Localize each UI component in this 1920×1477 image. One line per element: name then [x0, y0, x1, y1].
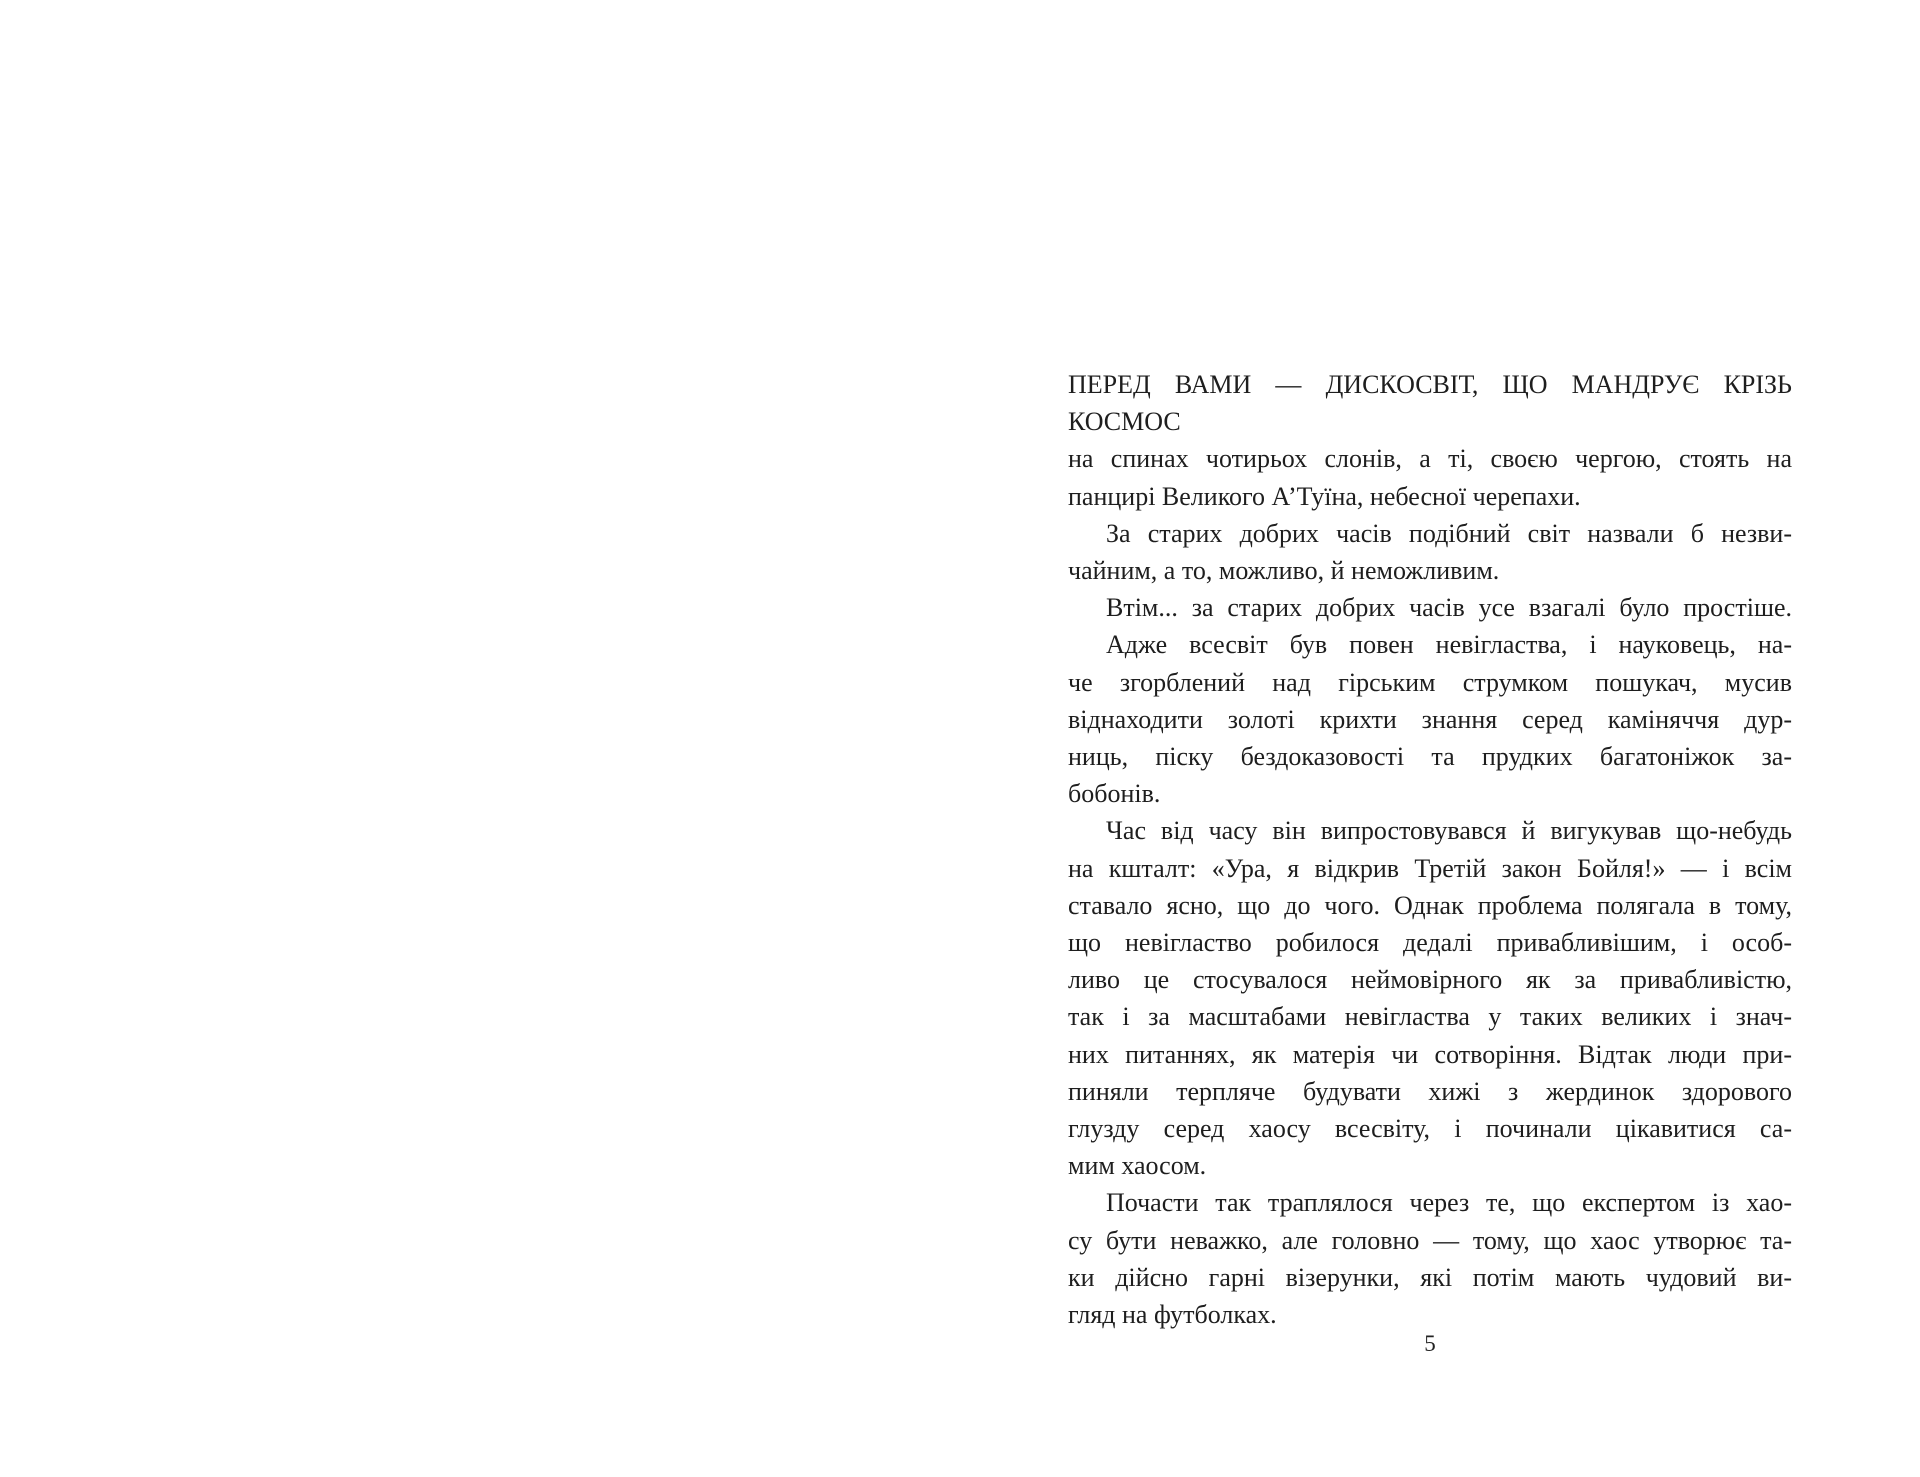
- text-line: ки дійсно гарні візерунки, які потім мають чудовий ви-: [1068, 1262, 1792, 1292]
- text-line: панцирі Великого А’Туїна, небесної черепахи.: [1068, 481, 1581, 511]
- text-line: них питаннях, як матерія чи сотворіння. Відтак люди при-: [1068, 1039, 1792, 1069]
- text-line: Час від часу він випростовувався й вигукував що-небудь: [1106, 816, 1792, 846]
- text-line: Втім... за старих добрих часів усе взагалі було простіше.: [1106, 593, 1792, 623]
- text-line: так і за масштабами невігластва у таких великих і знач-: [1068, 1002, 1792, 1032]
- text-line: пиняли терпляче будувати хижі з жердинок здорового: [1068, 1076, 1792, 1106]
- text-line: ливо це стосувалося неймовірного як за привабливістю,: [1068, 965, 1792, 995]
- text-line: бобонів.: [1068, 779, 1161, 809]
- text-line: віднаходити золоті крихти знання серед каміняччя дур-: [1068, 704, 1792, 734]
- text-line: За старих добрих часів подібний світ назвали б незви-: [1106, 518, 1792, 548]
- page-number: 5: [1424, 1331, 1436, 1356]
- text-line: Адже всесвіт був повен невігластва, і науковець, на-: [1106, 630, 1792, 660]
- text-line: на спинах чотирьох слонів, а ті, своєю чергою, стоять на: [1068, 444, 1792, 474]
- text-line: че згорблений над гірським струмком пошукач, мусив: [1068, 667, 1792, 697]
- text-line: мим хаосом.: [1068, 1151, 1207, 1181]
- text-line: ставало ясно, що до чого. Однак проблема полягала в тому,: [1068, 890, 1792, 920]
- text-line: су бути неважко, але головно — тому, що хаос утворює та-: [1068, 1225, 1792, 1255]
- body-text-block: [1068, 366, 1792, 1333]
- text-line: чайним, а то, можливо, й неможливим.: [1068, 556, 1500, 586]
- text-line: ниць, піску бездоказовості та прудких багатоніжок за-: [1068, 742, 1792, 772]
- text-line: глузду серед хаосу всесвіту, і починали цікавитися са-: [1068, 1114, 1792, 1144]
- text-line: ПЕРЕД ВАМИ — ДИСКОСВІТ, ЩО МАНДРУЄ КРІЗЬ КОСМОС: [1068, 370, 1792, 437]
- text-line: гляд на футболках.: [1068, 1300, 1277, 1330]
- text-line: Почасти так траплялося через те, що експертом із хао-: [1106, 1188, 1792, 1218]
- text-line: на кшталт: «Ура, я відкрив Третій закон Бойля!» — і всім: [1068, 853, 1792, 883]
- text-line: що невігластво робилося дедалі привабливішим, і особ-: [1068, 928, 1792, 958]
